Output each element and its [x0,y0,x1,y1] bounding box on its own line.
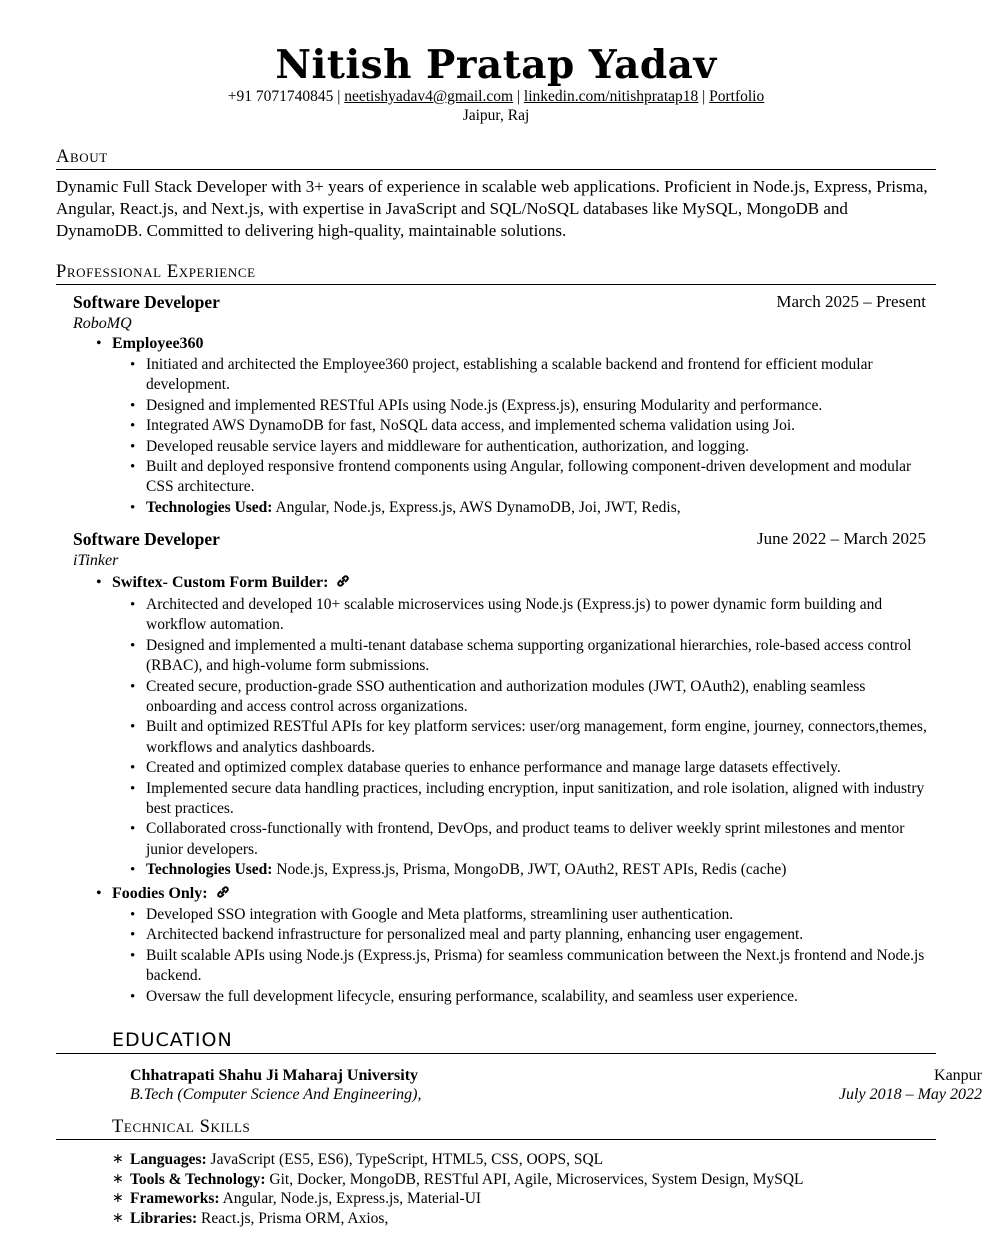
degree: B.Tech (Computer Science And Engineering), [130,1086,422,1103]
list-item: • Built scalable APIs using Node.js (Express.js, Prisma) for seamless communication between the Next.js frontend and Node.js backend. [128,946,938,987]
list-item: • Architected and developed 10+ scalable microservices using Node.js (Express.js) to power dynamic form building and workflow automation. [128,595,938,636]
project-bullets [128,905,938,1007]
skill-label: Frameworks: [130,1190,220,1207]
tech-list: Angular, Node.js, Express.js, AWS DynamoDB, Joi, JWT, Redis, [275,498,681,516]
skill-row [112,1170,972,1190]
company: iTinker [73,552,119,569]
list-item: • Implemented secure data handling practices, including encryption, input sanitization, and role isolation, aligned with industry best practices. [128,779,938,820]
skill-value: React.js, Prisma ORM, Axios, [201,1209,389,1227]
project-name: Foodies Only: [112,885,208,902]
university-location: Kanpur [934,1067,982,1084]
list-item [128,860,938,880]
education-heading: EDUCATION [56,1028,936,1054]
skill-row [112,1150,972,1170]
university: Chhatrapati Shahu Ji Maharaj University [130,1067,419,1084]
tech-label: Technologies Used: [146,861,273,879]
email-link[interactable]: neetishyadav4@gmail.com [344,88,514,105]
skill-row [112,1209,972,1229]
job-title: Software Developer [73,529,220,549]
job-title: Software Developer [73,292,220,312]
job-dates: June 2022 – March 2025 [756,529,926,548]
skill-label: Libraries: [130,1209,198,1227]
phone: +91 7071740845 [227,88,334,105]
list-item: • Initiated and architected the Employee360 project, establishing a scalable backend and frontend for efficient modular development. [128,355,938,396]
list-item: • Developed SSO integration with Google and Meta platforms, streamlining user authentication. [128,905,938,925]
project-title: • Swiftex- Custom Form Builder: [96,574,350,592]
list-item: • Developed reusable service layers and middleware for authentication, authorization, and logging. [128,437,938,457]
skill-value: Angular, Node.js, Express.js, Material-UI [222,1190,482,1207]
skill-value: JavaScript (ES5, ES6), TypeScript, HTML5, CSS, OOPS, SQL [210,1151,604,1168]
separator: | [516,88,521,105]
candidate-name: Nitish Pratap Yadav [275,42,717,88]
list-item: • Designed and implemented RESTful APIs using Node.js (Express.js), ensuring Modularity and performance. [128,396,938,416]
list-item: • Integrated AWS DynamoDB for fast, NoSQL data access, and implemented schema validation using Joi. [128,416,938,436]
list-item: • Built and deployed responsive frontend components using Angular, following component-driven development and modular CSS architecture. [128,457,938,498]
project-title: • Foodies Only: [96,885,230,903]
skills-list [112,1150,972,1228]
experience-heading: Professional Experience [56,261,936,285]
separator: | [337,88,341,105]
job-dates: March 2025 – Present [776,292,926,311]
list-item: • Oversaw the full development lifecycle, ensuring performance, scalability, and seamless user experience. [128,987,938,1007]
list-item: • Designed and implemented a multi-tenant database schema supporting organizational hierarchies, role-based access control (RBAC), and high-volume form submissions. [128,636,938,677]
link-icon[interactable] [336,574,350,588]
list-item: • Architected backend infrastructure for personalized meal and party planning, enhancing user engagement. [128,925,938,945]
location: Jaipur, Raj [462,107,530,124]
linkedin-link[interactable]: linkedin.com/nitishpratap18 [523,88,699,105]
tech-list: Node.js, Express.js, Prisma, MongoDB, JWT, OAuth2, REST APIs, Redis (cache) [276,861,787,879]
contact-line [0,88,992,106]
portfolio-link[interactable]: Portfolio [709,88,765,105]
skill-label: Languages: [130,1151,207,1168]
project-bullets [128,595,938,881]
skills-heading: Technical Skills [56,1116,936,1140]
list-item [128,498,938,518]
separator: | [702,88,706,105]
project-name: Swiftex- Custom Form Builder: [112,574,329,591]
skill-value: Git, Docker, MongoDB, RESTful API, Agile, Microservices, System Design, MySQL [269,1170,804,1188]
list-item: • Created and optimized complex database queries to enhance performance and manage large datasets effectively. [128,758,938,778]
tech-label: Technologies Used: [146,498,273,516]
company: RoboMQ [73,315,132,332]
list-item: • Built and optimized RESTful APIs for key platform services: user/org management, form engine, journey, connectors,themes, workflows and analytics dashboards. [128,717,938,758]
link-icon[interactable] [216,885,230,899]
education-dates: July 2018 – May 2022 [838,1086,982,1103]
list-item: • Created secure, production-grade SSO authentication and authorization modules (JWT, OAuth2), enabling seamless onboarding and access control across organizations. [128,677,938,718]
project-title: • Employee360 [96,335,204,352]
skill-label: Tools & Technology: [130,1170,266,1188]
skill-row [112,1189,972,1209]
project-bullets [128,355,938,518]
about-heading: About [56,146,936,170]
project-name: Employee360 [112,335,204,352]
about-text: Dynamic Full Stack Developer with 3+ years of experience in scalable web applications. Proficient in Node.js, Express, Prisma, Angular, React.js, and Next.js, with expertise in JavaScript and SQL/NoSQL databases like MySQL, MongoDB and DynamoDB. Committed to delivering high-quality, maintainable solutions. [56,177,928,240]
list-item: • Collaborated cross-functionally with frontend, DevOps, and product teams to deliver weekly sprint milestones and mentor junior developers. [128,819,938,860]
